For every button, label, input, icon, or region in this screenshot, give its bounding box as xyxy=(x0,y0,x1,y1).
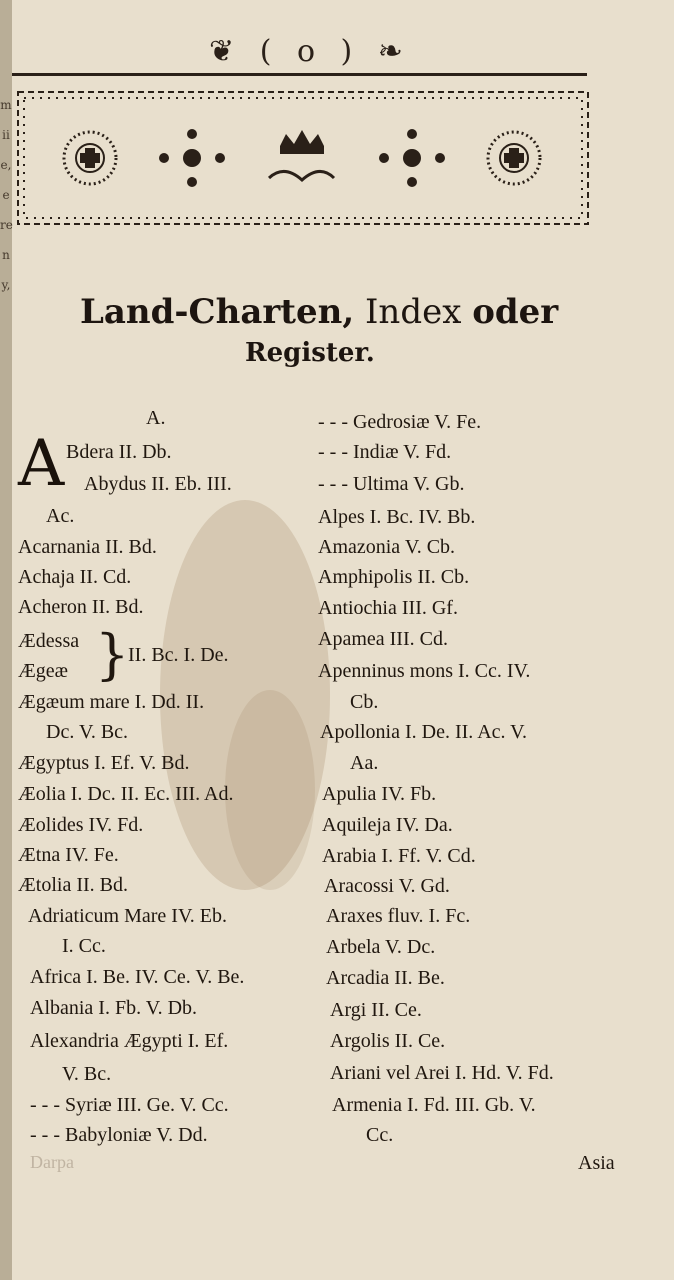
top-rule xyxy=(12,73,587,76)
index-entry: Ædessa xyxy=(18,630,80,652)
index-entry: Alpes I. Bc. IV. Bb. xyxy=(318,506,476,528)
index-entry: Aquileja IV. Da. xyxy=(322,814,453,836)
title-part3: oder xyxy=(472,292,559,332)
catchword: Asia xyxy=(578,1152,615,1174)
index-entry: Argi II. Ce. xyxy=(330,999,422,1021)
index-entry: Bdera II. Db. xyxy=(66,441,172,463)
index-entry: Alexandria Ægypti I. Ef. xyxy=(30,1030,229,1052)
index-entry: Acheron II. Bd. xyxy=(18,596,144,618)
index-entry: Cc. xyxy=(366,1124,394,1146)
index-entry: I. Cc. xyxy=(62,935,106,957)
index-entry: Apenninus mons I. Cc. IV. xyxy=(318,660,531,682)
index-entry: Apamea III. Cd. xyxy=(318,628,448,650)
index-entry: - - - Ultima V. Gb. xyxy=(318,473,465,495)
gutter-letter: n xyxy=(2,248,10,262)
index-entry: Ægeæ xyxy=(18,660,68,682)
gutter-letter: e, xyxy=(0,158,12,172)
index-entry: II. Bc. I. De. xyxy=(128,644,229,666)
index-entry: Acarnania II. Bd. xyxy=(18,536,157,558)
index-entry: Ariani vel Arei I. Hd. V. Fd. xyxy=(330,1062,554,1084)
decorative-headpiece xyxy=(14,86,592,231)
page-subtitle: Register. xyxy=(245,338,375,368)
index-entry: Cb. xyxy=(350,691,379,713)
index-entry: Ægæum mare I. Dd. II. xyxy=(18,691,205,713)
index-entry: Armenia I. Fd. III. Gb. V. xyxy=(332,1094,536,1116)
index-entry: Dc. V. Bc. xyxy=(46,721,129,743)
index-entry: Ægyptus I. Ef. V. Bd. xyxy=(18,752,190,774)
gutter-letter: e xyxy=(2,188,10,202)
gutter-binding xyxy=(0,0,12,1280)
index-entry: Araxes fluv. I. Fc. xyxy=(326,905,471,927)
index-entry: Abydus II. Eb. III. xyxy=(84,473,232,495)
index-entry: Ætna IV. Fe. xyxy=(18,844,119,866)
index-entry: Aracossi V. Gd. xyxy=(324,875,450,897)
index-entry: Aa. xyxy=(350,752,379,774)
title-part2: Index xyxy=(364,292,462,332)
index-entry: Apollonia I. De. II. Ac. V. xyxy=(320,721,528,743)
index-entry: Albania I. Fb. V. Db. xyxy=(30,997,198,1019)
index-entry: Achaja II. Cd. xyxy=(18,566,132,588)
index-entry: - - - Babyloniæ V. Dd. xyxy=(30,1124,208,1146)
index-entry: - - - Gedrosiæ V. Fe. xyxy=(318,411,482,433)
index-entry: Ac. xyxy=(46,505,75,527)
section-heading: A. xyxy=(146,407,166,429)
headpiece-ornament-icon xyxy=(14,86,592,231)
index-entry: Arabia I. Ff. V. Cd. xyxy=(322,845,476,867)
index-entry: V. Bc. xyxy=(62,1063,112,1085)
index-entry: Argolis II. Ce. xyxy=(330,1030,446,1052)
index-entry: - - - Syriæ III. Ge. V. Cc. xyxy=(30,1094,229,1116)
index-entry: - - - Indiæ V. Fd. xyxy=(318,441,452,463)
index-entry: Apulia IV. Fb. xyxy=(322,783,437,805)
index-entry: Adriaticum Mare IV. Eb. xyxy=(28,905,228,927)
index-entry: Ætolia II. Bd. xyxy=(18,874,128,896)
gutter-letter: m xyxy=(0,98,12,112)
gutter-letter: y, xyxy=(1,278,11,292)
index-entry: Amazonia V. Cb. xyxy=(318,536,456,558)
gutter-text xyxy=(0,90,12,300)
title-part1: Land-Charten, xyxy=(80,292,355,332)
index-entry: Amphipolis II. Cb. xyxy=(318,566,470,588)
gutter-letter: ii xyxy=(2,128,10,142)
drop-capital: A xyxy=(18,427,65,501)
gutter-letter: re xyxy=(0,218,13,232)
grouping-brace: } xyxy=(95,623,130,686)
water-stain-lower xyxy=(225,690,315,890)
index-entry: Arbela V. Dc. xyxy=(326,936,436,958)
index-entry: Arcadia II. Be. xyxy=(326,967,445,989)
bleed-through-text: Darpa xyxy=(30,1152,74,1172)
index-entry: Africa I. Be. IV. Ce. V. Be. xyxy=(30,966,245,988)
index-entry: Antiochia III. Gf. xyxy=(318,597,458,619)
page-folio: ❦ ( o ) ❧ xyxy=(209,34,411,69)
page-title xyxy=(80,292,558,332)
index-entry: Æolides IV. Fd. xyxy=(18,814,144,836)
index-entry: Æolia I. Dc. II. Ec. III. Ad. xyxy=(18,783,234,805)
